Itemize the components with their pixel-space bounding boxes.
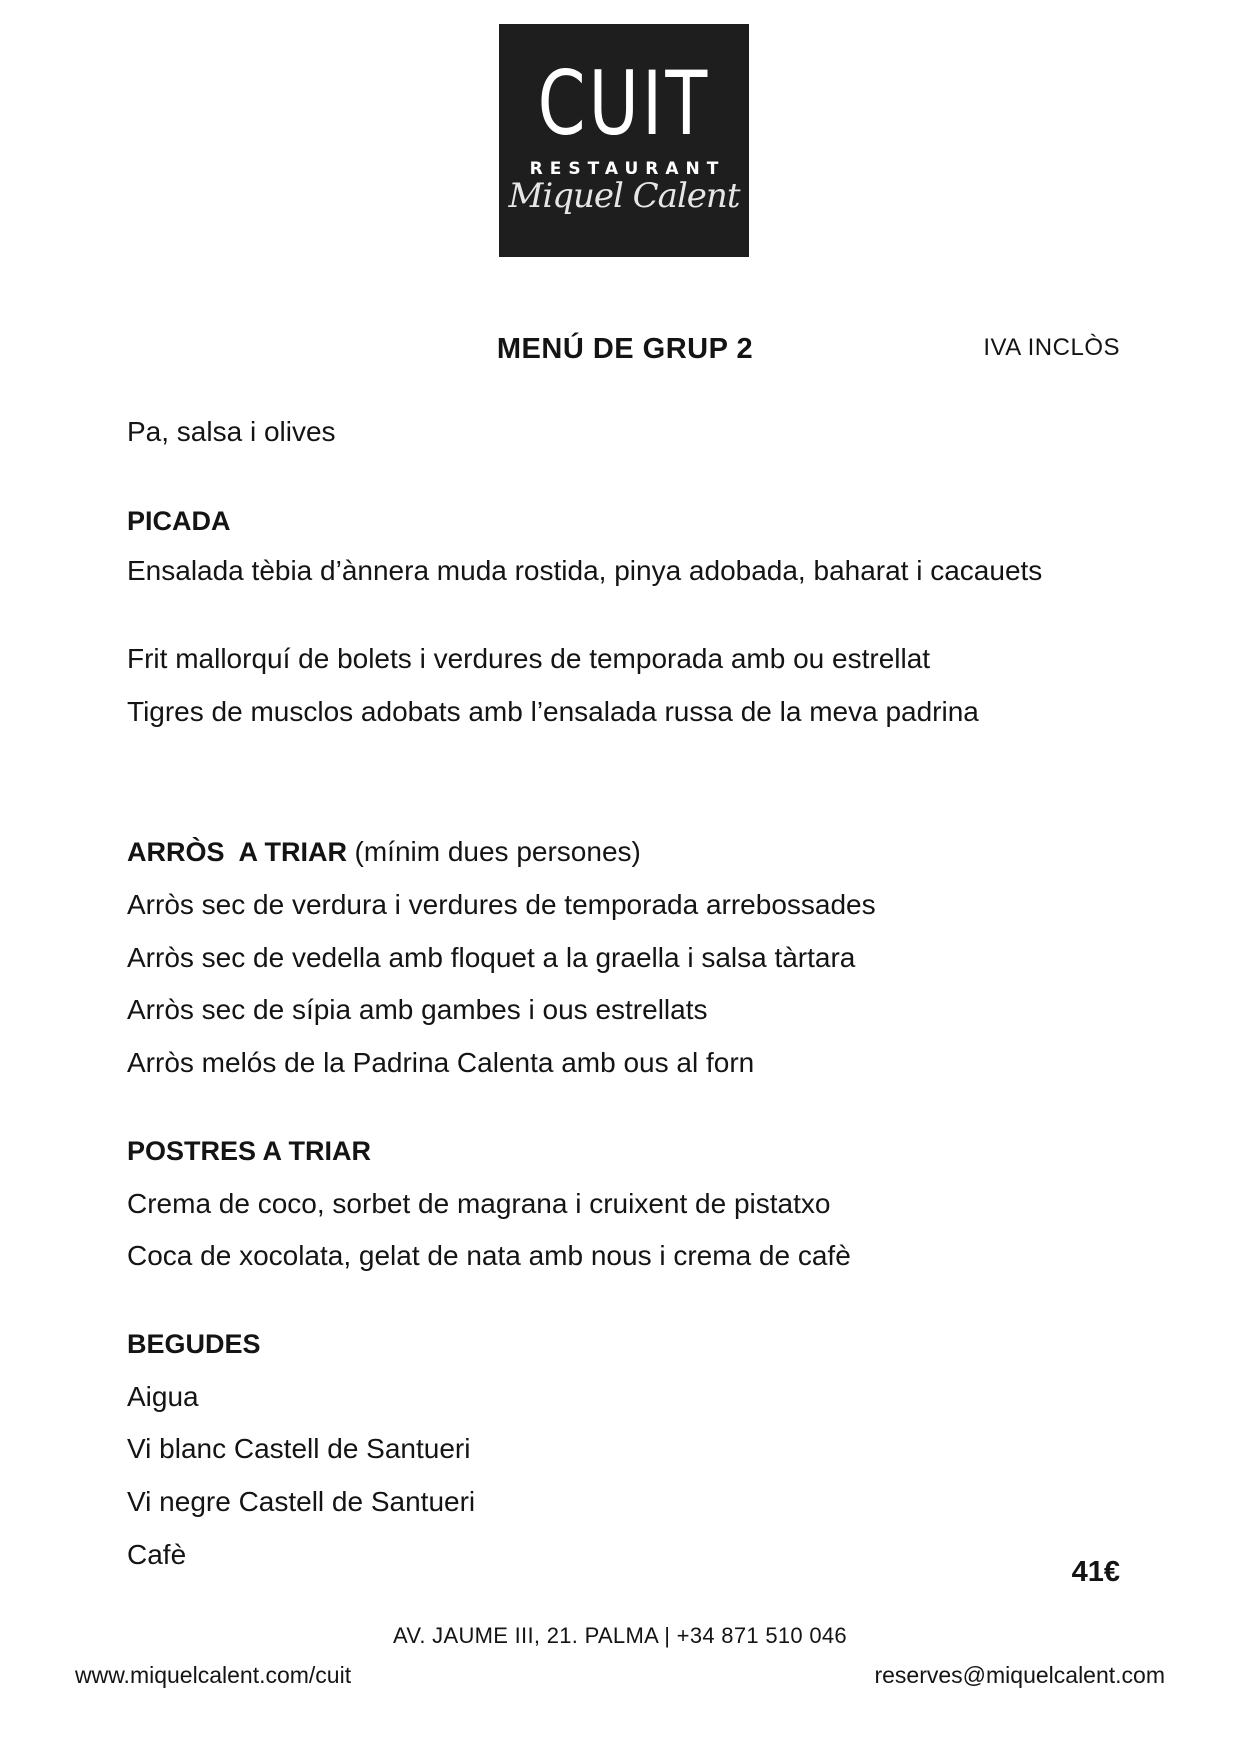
- menu-item: Arròs sec de verdura i verdures de temporada arrebossades: [127, 889, 876, 920]
- menu-item: Arròs sec de sípia amb gambes i ous estrellats: [127, 994, 708, 1025]
- menu-item: Crema de coco, sorbet de magrana i cruixent de pistatxo: [127, 1188, 831, 1219]
- footer-email-link[interactable]: reserves@miquelcalent.com: [874, 1662, 1165, 1688]
- intro-line: Pa, salsa i olives: [127, 416, 336, 447]
- logo-signature: Miquel Calent: [508, 176, 740, 216]
- section-heading-begudes: BEGUDES: [127, 1329, 261, 1359]
- menu-item: Frit mallorquí de bolets i verdures de temporada amb ou estrellat: [127, 643, 931, 674]
- menu-title: MENÚ DE GRUP 2: [496, 333, 754, 365]
- menu-item: Vi blanc Castell de Santueri: [127, 1433, 471, 1464]
- tax-note: IVA INCLÒS: [983, 334, 1120, 361]
- logo-subtitle: RESTAURANT: [529, 159, 726, 179]
- footer-address: AV. JAUME III, 21. PALMA | +34 871 510 046: [393, 1623, 847, 1648]
- arros-heading-text: ARRÒS A TRIAR: [127, 837, 347, 867]
- logo-wordmark: CUIT: [537, 52, 711, 155]
- section-heading-arros: [127, 834, 641, 870]
- menu-item: Arròs melós de la Padrina Calenta amb ous al forn: [127, 1047, 755, 1078]
- menu-item: Arròs sec de vedella amb floquet a la graella i salsa tàrtara: [127, 942, 856, 973]
- menu-item: Aigua: [127, 1381, 199, 1412]
- section-heading-picada: PICADA: [127, 506, 231, 536]
- footer-website-link[interactable]: www.miquelcalent.com/cuit: [75, 1662, 352, 1688]
- arros-note: (mínim dues persones): [354, 836, 641, 867]
- menu-item: Coca de xocolata, gelat de nata amb nous i crema de cafè: [127, 1240, 851, 1271]
- menu-item: Vi negre Castell de Santueri: [127, 1486, 476, 1517]
- section-heading-postres: POSTRES A TRIAR: [127, 1136, 372, 1166]
- menu-item: Cafè: [127, 1539, 187, 1570]
- menu-item: Ensalada tèbia d’ànnera muda rostida, pinya adobada, baharat i cacauets: [127, 555, 1043, 586]
- menu-item: Tigres de musclos adobats amb l’ensalada russa de la meva padrina: [127, 696, 979, 727]
- restaurant-logo: [499, 24, 749, 257]
- menu-price: 41€: [1071, 1556, 1120, 1588]
